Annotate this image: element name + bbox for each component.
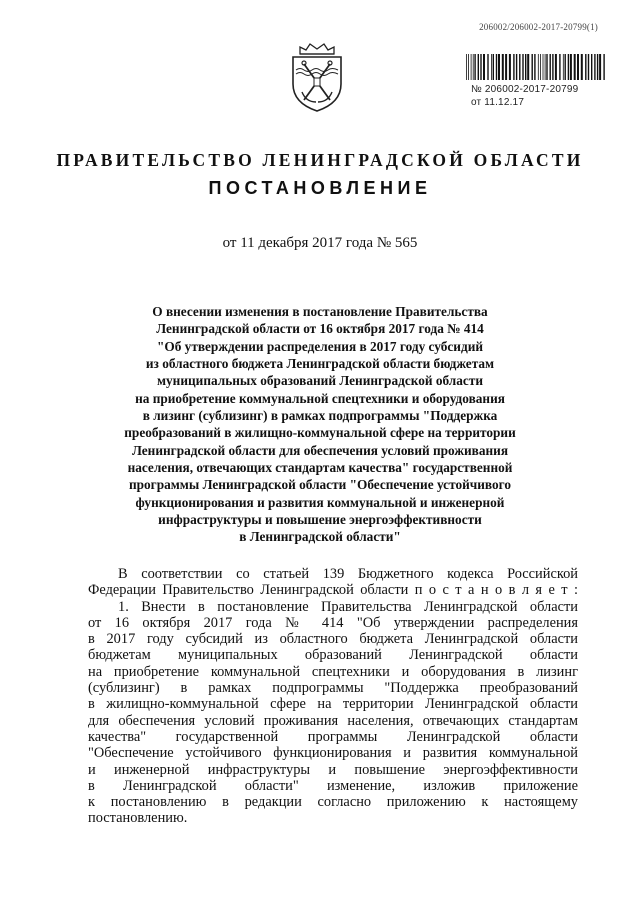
title-line: О внесении изменения в постановление Правительства: [152, 304, 488, 319]
registration-number: № 206002-2017-20799: [471, 84, 579, 95]
title-line: Ленинградской области для обеспечения условий проживания: [131, 442, 509, 458]
body-line: Федерации Правительство Ленинградской области п о с т а н о в л я е т :: [88, 582, 578, 599]
body-line: постановлению.: [88, 810, 188, 827]
registration-date: от 11.12.17: [471, 97, 525, 108]
barcode-icon: [466, 54, 606, 80]
body-line: на приобретение коммунальной спецтехники и оборудования в лизинг: [88, 663, 578, 680]
body-line: для обеспечения условий проживания населения, отвечающих стандартам: [88, 712, 578, 729]
title-line: из областного бюджета Ленинградской области бюджетам: [145, 356, 495, 372]
issuer-heading: ПРАВИТЕЛЬСТВО ЛЕНИНГРАДСКОЙ ОБЛАСТИ: [56, 150, 584, 170]
title-line: населения, отвечающих стандартам качества" государственной: [127, 460, 513, 476]
title-line: Ленинградской области от 16 октября 2017 года № 414: [156, 321, 484, 337]
coat-of-arms-icon: [286, 40, 348, 114]
title-line: инфраструктуры и повышение энергоэффективности: [158, 512, 482, 528]
title-line: в лизинг (сублизинг) в рамках подпрограммы "Поддержка: [142, 408, 498, 424]
body-line: в жилищно-коммунальной сфере на территории Ленинградской области: [88, 696, 578, 713]
title-line: на приобретение коммунальной спецтехники и оборудования: [135, 390, 505, 406]
title-line: "Об утверждении распределения в 2017 году субсидий: [156, 338, 484, 354]
title-line: муниципальных образований Ленинградской области: [156, 373, 484, 389]
body-line: "Обеспечение устойчивого функционирования и развития коммунальной: [88, 745, 578, 762]
document-title: [110, 303, 530, 546]
body-line: (сублизинг) в рамках подпрограммы "Поддержка преобразований: [88, 680, 578, 697]
title-line: преобразований в жилищно-коммунальной сфере на территории: [124, 425, 516, 441]
body-line: к постановлению в редакции согласно приложению к настоящему: [88, 794, 578, 811]
body-line: В соответствии со статьей 139 Бюджетного кодекса Российской: [118, 566, 578, 582]
body-line: 1. Внести в постановление Правительства Ленинградской области: [118, 598, 578, 615]
title-line: программы Ленинградской области "Обеспечение устойчивого: [128, 477, 512, 493]
body-line: в 2017 году субсидий из областного бюджета Ленинградской области: [88, 631, 578, 648]
title-line: функционирования и развития коммунальной и инженерной: [135, 494, 505, 510]
body-line: качества" государственной программы Ленинградской области: [88, 728, 578, 745]
body-line: в Ленинградской области" изменение, изложив приложение: [88, 777, 578, 794]
body-line: бюджетам муниципальных образований Ленинградской области: [88, 647, 578, 664]
registry-code: 206002/206002-2017-20799(1): [479, 22, 598, 32]
document-type: ПОСТАНОВЛЕНИЕ: [208, 178, 432, 198]
document-body: [88, 566, 578, 827]
title-line: в Ленинградской области": [239, 529, 401, 545]
document-date-number: от 11 декабря 2017 года № 565: [222, 235, 418, 251]
body-line: и инженерной инфраструктуры и повышение энергоэффективности: [88, 761, 578, 778]
body-line: от 16 октября 2017 года № 414 "Об утверждении распределения: [88, 614, 578, 631]
